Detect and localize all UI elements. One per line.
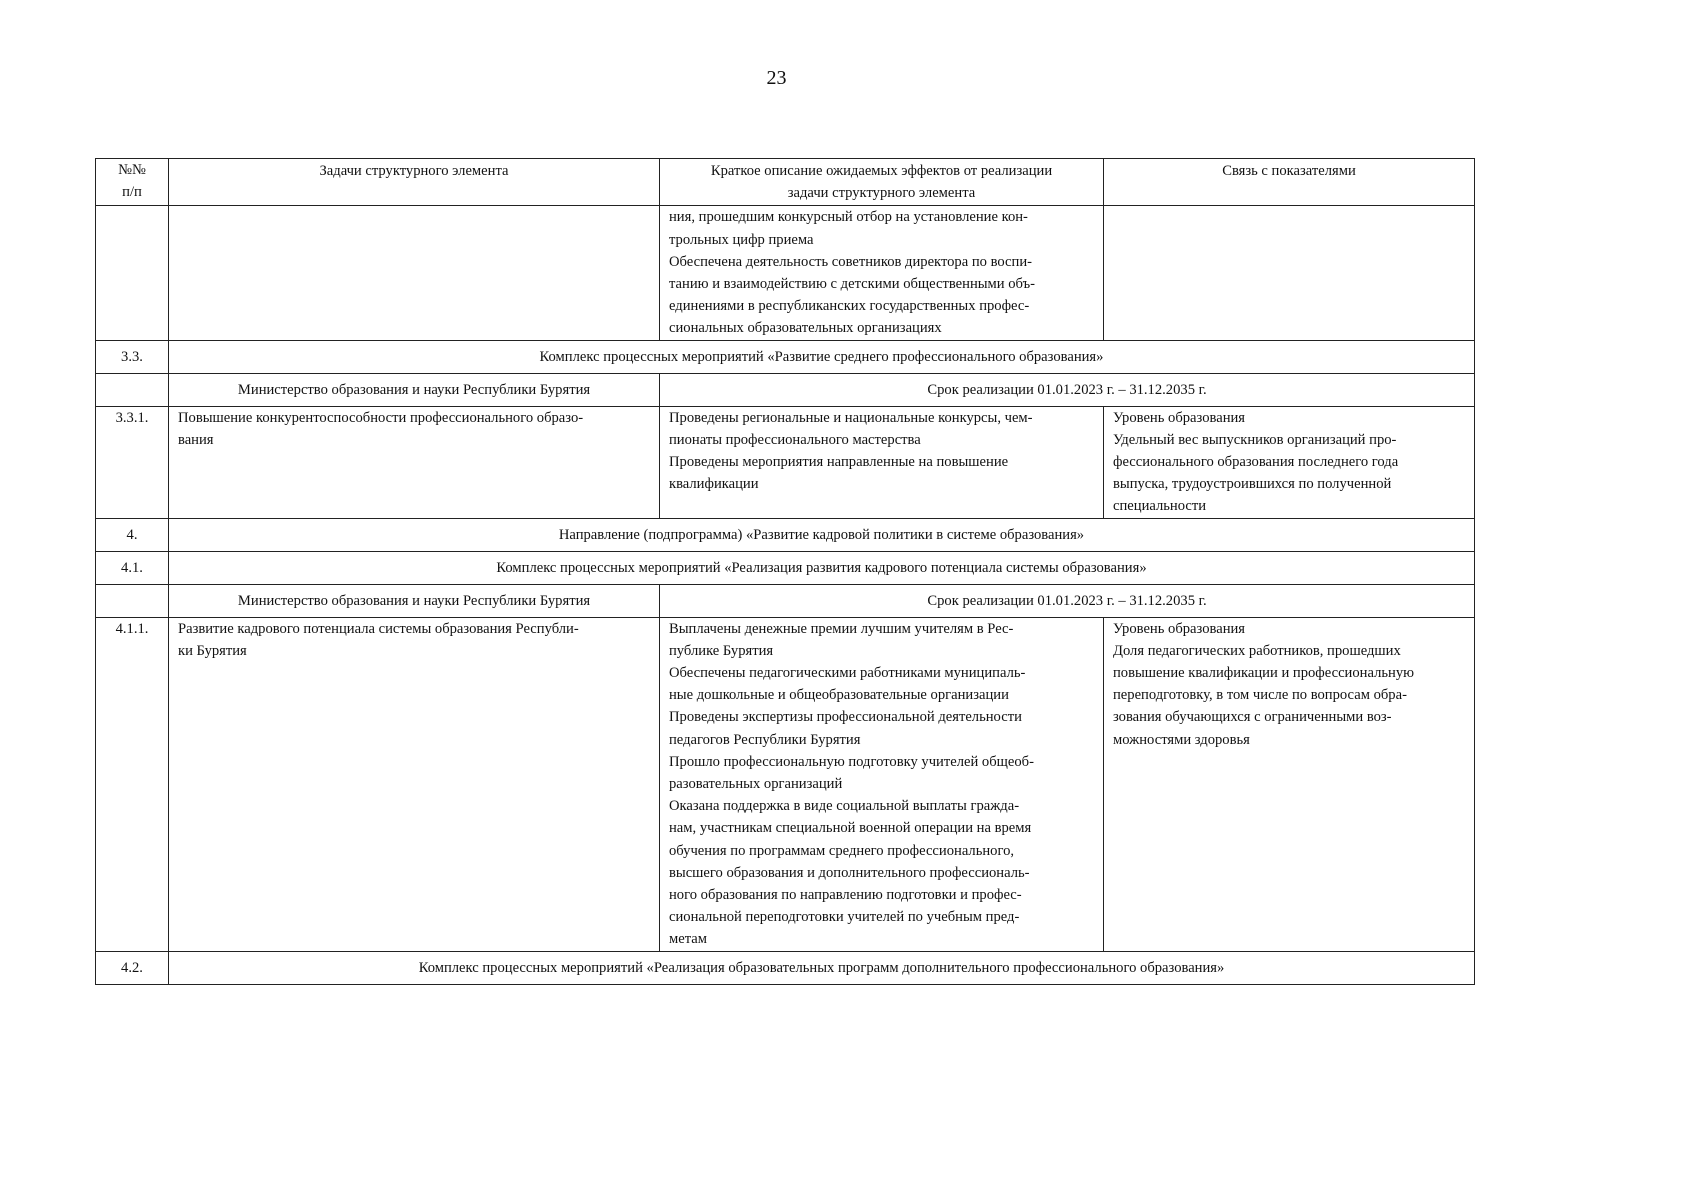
implementation-period: Срок реализации 01.01.2023 г. – 31.12.2035 г. bbox=[660, 584, 1475, 617]
cell-num: 3.3. bbox=[96, 340, 169, 373]
implementation-period: Срок реализации 01.01.2023 г. – 31.12.2035 г. bbox=[660, 373, 1475, 406]
cell-num bbox=[96, 584, 169, 617]
table-row-section-4-2 bbox=[96, 951, 1475, 984]
cell-task bbox=[169, 206, 660, 340]
cell-num bbox=[96, 373, 169, 406]
section-title: Направление (подпрограмма) «Развитие кадровой политики в системе образования» bbox=[169, 518, 1475, 551]
section-title: Комплекс процессных мероприятий «Развитие среднего профессионального образования» bbox=[169, 340, 1475, 373]
cell-num: 4. bbox=[96, 518, 169, 551]
table-row-continuation bbox=[96, 206, 1475, 340]
responsible-ministry: Министерство образования и науки Республики Бурятия bbox=[169, 373, 660, 406]
table-row-section-3-3 bbox=[96, 340, 1475, 373]
cell-num: 4.1. bbox=[96, 551, 169, 584]
cell-num: 4.2. bbox=[96, 951, 169, 984]
header-num: №№ п/п bbox=[96, 159, 169, 206]
cell-effects: ния, прошедшим конкурсный отбор на установление кон- трольных цифр приема Обеспечена деятельность советников директора по воспи- танию и взаимодействию с детскими общественными объ- единениями в республиканских государственных профес- сиональных образовательных организациях bbox=[660, 206, 1104, 340]
program-table bbox=[95, 158, 1475, 985]
table-row-4-1-1 bbox=[96, 617, 1475, 951]
table-row-section-4-1 bbox=[96, 551, 1475, 584]
cell-links: Уровень образования Доля педагогических работников, прошедших повышение квалификации и профессиональную переподготовку, в том числе по вопросам обра- зования обучающихся с ограниченными воз- можностями здоровья bbox=[1104, 617, 1475, 951]
page-number: 23 bbox=[766, 67, 787, 89]
section-title: Комплекс процессных мероприятий «Реализация образовательных программ дополнительного профессионального образования» bbox=[169, 951, 1475, 984]
table-row-responsible bbox=[96, 373, 1475, 406]
cell-effects: Проведены региональные и национальные конкурсы, чем- пионаты профессионального мастерства Проведены мероприятия направленные на повышение квалификации bbox=[660, 406, 1104, 518]
cell-effects: Выплачены денежные премии лучшим учителям в Рес- публике Бурятия Обеспечены педагогическими работниками муниципаль- ные дошкольные и общеобразовательные организации Проведены экспертизы профессиональной деятельности педагогов Республики Бурятия Прошло профессиональную подготовку учителей общеоб- разовательных организаций Оказана поддержка в виде социальной выплаты гражда- нам, участникам специальной военной операции на время обучения по программам среднего профессионального, высшего образования и дополнительного профессиональ- ного образования по направлению подготовки и профес- сиональной переподготовки учителей по учебным пред- метам bbox=[660, 617, 1104, 951]
table-row-section-4 bbox=[96, 518, 1475, 551]
cell-links bbox=[1104, 206, 1475, 340]
table-row-3-3-1 bbox=[96, 406, 1475, 518]
cell-num: 4.1.1. bbox=[96, 617, 169, 951]
cell-links: Уровень образования Удельный вес выпускников организаций про- фессионального образования последнего года выпуска, трудоустроившихся по полученной специальности bbox=[1104, 406, 1475, 518]
section-title: Комплекс процессных мероприятий «Реализация развития кадрового потенциала системы образования» bbox=[169, 551, 1475, 584]
header-effects: Краткое описание ожидаемых эффектов от реализации задачи структурного элемента bbox=[660, 159, 1104, 206]
cell-task: Повышение конкурентоспособности профессионального образо- вания bbox=[169, 406, 660, 518]
header-links: Связь с показателями bbox=[1104, 159, 1475, 206]
cell-num bbox=[96, 206, 169, 340]
header-tasks: Задачи структурного элемента bbox=[169, 159, 660, 206]
cell-num: 3.3.1. bbox=[96, 406, 169, 518]
table-row-responsible bbox=[96, 584, 1475, 617]
responsible-ministry: Министерство образования и науки Республики Бурятия bbox=[169, 584, 660, 617]
table-header-row bbox=[96, 159, 1475, 206]
cell-task: Развитие кадрового потенциала системы образования Республи- ки Бурятия bbox=[169, 617, 660, 951]
